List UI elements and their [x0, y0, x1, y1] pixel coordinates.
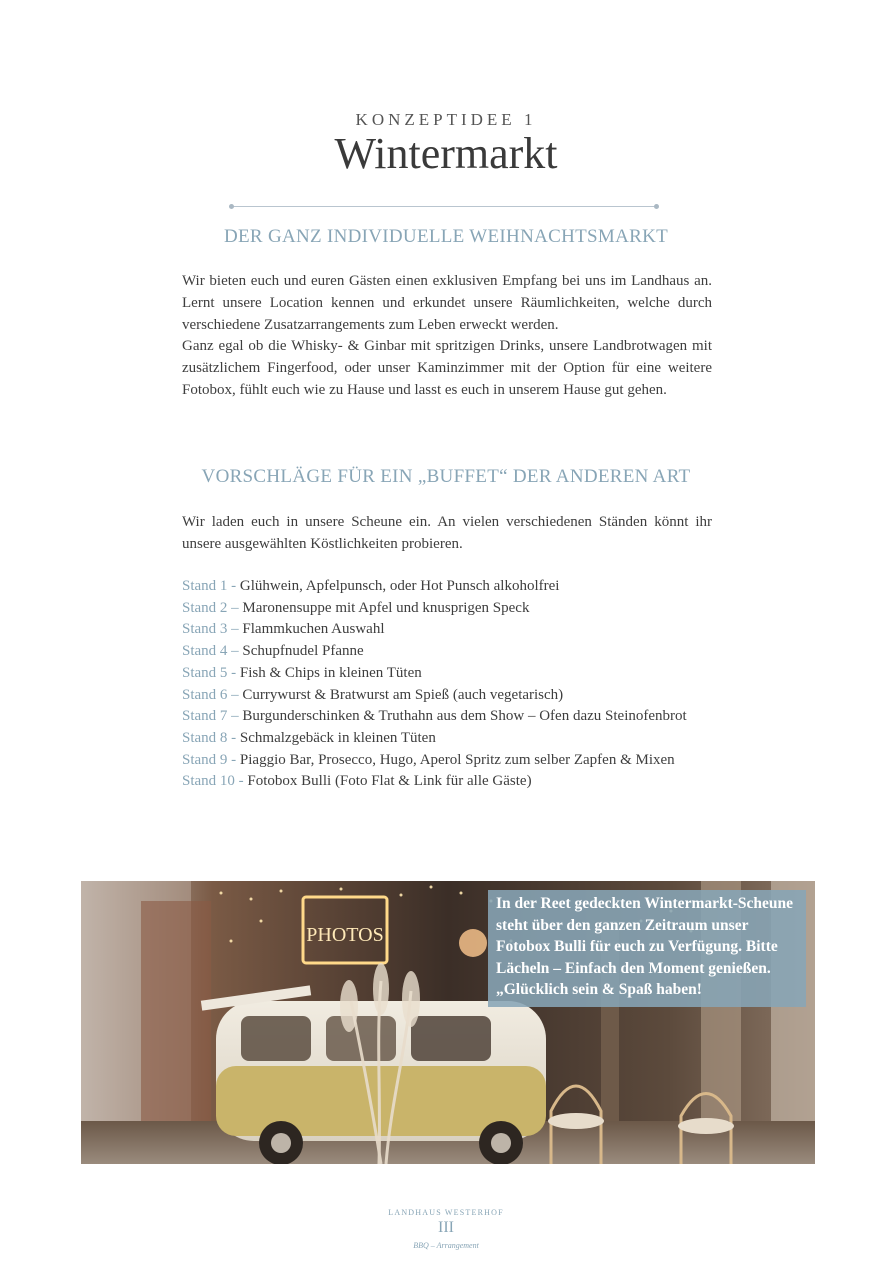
stand-text: Schmalzgebäck in kleinen Tüten: [239, 729, 436, 746]
intro-paragraph: Wir bieten euch und euren Gästen einen exklusiven Empfang bei uns im Landhaus an. Lernt unsere Location kennen und erkundet unsere Räumlichkeiten, welche durch verschiedene Zusatzarrangements zum Leben erweckt werden. Ganz egal ob die Whisky- & Ginbar mit spritzigen Drinks, unsere Landbrotwagen mit zusätzlichem Fingerfood, oder unser Kaminzimmer mit der Option für eine weitere Fotobox, fühlt euch wie zu Hause und lasst es euch in unserem Hause gut gehen.: [182, 273, 712, 398]
section-heading-market: DER GANZ INDIVIDUELLE WEIHNACHTSMARKT: [224, 226, 668, 247]
stand-item: [182, 771, 722, 793]
photo-caption: In der Reet gedeckten Wintermarkt-Scheune steht über den ganzen Zeitraum unser Fotobox Bulli für euch zu Verfügung. Bitte Lächeln – Einfach den Moment genießen. „Glücklich sein & Spaß haben!: [488, 890, 806, 1007]
stand-text: Maronensuppe mit Apfel und knusprigen Speck: [242, 599, 530, 616]
stand-label: Stand 10 -: [182, 773, 248, 790]
footer-subtitle: BBQ – Arrangement: [413, 1241, 479, 1250]
stand-item: [182, 750, 722, 772]
stand-text: Flammkuchen Auswahl: [242, 621, 385, 638]
page-title: Wintermarkt: [334, 129, 558, 178]
stand-text: Piaggio Bar, Prosecco, Hugo, Aperol Spritz zum selber Zapfen & Mixen: [239, 751, 675, 768]
stand-item: [182, 641, 722, 663]
stand-text: Schupfnudel Pfanne: [242, 643, 364, 660]
stand-text: Currywurst & Bratwurst am Spieß (auch vegetarisch): [242, 686, 564, 703]
stand-label: Stand 7 –: [182, 708, 243, 725]
stand-label: Stand 9 -: [182, 751, 240, 768]
footer-brand: LANDHAUS WESTERHOF: [388, 1208, 504, 1217]
stand-label: Stand 3 –: [182, 621, 243, 638]
stand-text: Burgunderschinken & Truthahn aus dem Show – Ofen dazu Steinofenbrot: [242, 708, 687, 725]
stand-text: Fotobox Bulli (Foto Flat & Link für alle Gäste): [247, 773, 532, 790]
stand-label: Stand 6 –: [182, 686, 243, 703]
page-number: III: [438, 1219, 454, 1236]
stand-text: Glühwein, Apfelpunsch, oder Hot Punsch alkoholfrei: [239, 578, 560, 594]
stand-item: [182, 663, 722, 685]
title-divider: [232, 206, 656, 207]
stand-label: Stand 1 -: [182, 578, 240, 594]
stand-item: [182, 598, 722, 620]
buffet-paragraph: Wir laden euch in unsere Scheune ein. An vielen verschiedenen Ständen könnt ihr unsere ausgewählten Köstlichkeiten probieren.: [182, 514, 712, 552]
stand-list: [182, 576, 722, 793]
stand-label: Stand 4 –: [182, 643, 243, 660]
stand-label: Stand 2 –: [182, 599, 243, 616]
stand-item: [182, 685, 722, 707]
stand-item: [182, 619, 722, 641]
stand-item: [182, 706, 722, 728]
stand-item: [182, 576, 722, 598]
stand-text: Fish & Chips in kleinen Tüten: [239, 664, 422, 681]
concept-kicker: KONZEPTIDEE 1: [355, 110, 537, 129]
section-heading-buffet: VORSCHLÄGE FÜR EIN „BUFFET“ DER ANDEREN ART: [201, 466, 691, 487]
stand-item: [182, 728, 722, 750]
photos-neon-sign: PHOTOS: [306, 924, 384, 946]
stand-label: Stand 8 -: [182, 729, 240, 746]
stand-label: Stand 5 -: [182, 664, 240, 681]
